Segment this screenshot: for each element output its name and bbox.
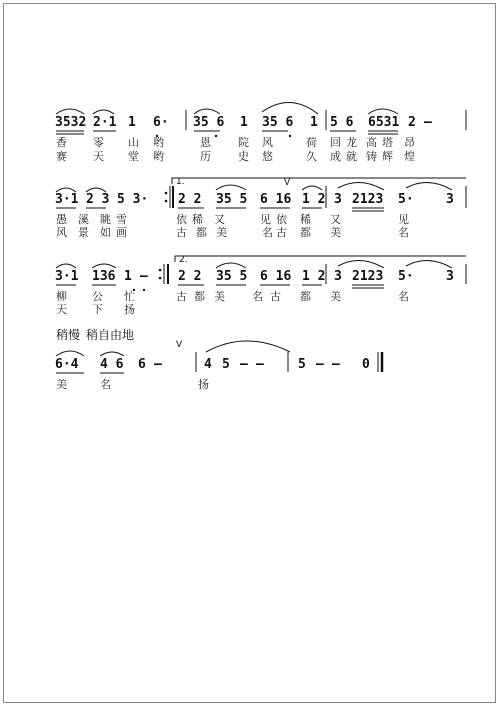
lyric: 名 [262,226,273,239]
lyric: 美 [216,226,227,239]
note: 6 16 [260,269,292,284]
note: 35 5 [216,269,248,284]
lyric: 都 [300,290,311,303]
lyric: 古 [276,226,287,239]
lyric: 回 [330,136,341,149]
lyric: 天 [56,303,67,316]
lyric: 香 [56,136,67,149]
lyric: 零 [93,136,104,149]
note: – [424,115,432,130]
lyric: 美 [214,290,225,303]
note: 1 [240,115,248,130]
lyric: 铸 [366,150,377,163]
note: 35 6 [262,115,294,130]
lyric: 风 [262,136,273,149]
lyric: 依 [276,213,287,226]
tempo-marking: 稍自由地 [86,328,135,342]
lyric: 哟 [153,136,164,149]
lyric: 公 [92,290,103,303]
note: 6 [138,357,146,372]
note: 4 [204,357,212,372]
lyric: 历 [200,150,211,163]
lyric: 名 [398,226,409,239]
lyric: 眺 [100,213,111,226]
lyric: 下 [92,303,103,316]
note: 35 6 [193,115,225,130]
note: 2 [408,115,416,130]
note: – [316,357,324,372]
lyric: 溪 [78,213,89,226]
note: 5 [222,357,230,372]
lyric: 美 [56,378,67,391]
lyric: 古 [270,290,281,303]
note: 2 2 [178,269,202,284]
note: 3 [446,192,454,207]
lyric: 名 [100,378,111,391]
lyric: 忙 [124,290,135,303]
tempo-marking: 稍慢 [56,328,81,342]
lyric: 景 [78,226,89,239]
note: 2 2 [178,192,202,207]
note: 3·1 [55,192,79,207]
lyric: 如 [100,226,111,239]
note: 5 6 [330,115,354,130]
note: – [332,357,340,372]
note: 6531 [368,115,400,130]
note: – [256,357,264,372]
note: 2123 [352,269,384,284]
lyric: 古 [176,290,187,303]
volta-2: 2. [179,255,188,265]
note: 35 5 [216,192,248,207]
lyric: 都 [194,290,205,303]
note: 4 6 [100,357,124,372]
note: 1 2 [302,269,326,284]
lyric: 天 [93,150,104,163]
lyric: 柳 [56,290,67,303]
lyric: 都 [196,226,207,239]
lyric: 名 [398,290,409,303]
lyric: 史 [238,150,249,163]
note: 2·1 [93,115,117,130]
note: 3 [446,269,454,284]
lyric: 昂 [404,136,415,149]
lyric: 塔 [382,136,393,149]
lyric: 堂 [128,150,139,163]
lyric: 都 [300,226,311,239]
lyric: 画 [116,226,127,239]
lyric: 院 [238,136,249,149]
volta-1: 1. [176,177,185,187]
note: 0 [362,357,370,372]
lyric: 美 [330,290,341,303]
note: 1 [310,115,318,130]
lyric: 名 [252,290,263,303]
lyric: 煌 [404,150,415,163]
lyric: 高 [366,136,377,149]
lyric: 扬 [124,303,135,316]
note: 5· [398,192,414,207]
note: 3532 [55,115,87,130]
note: 1 2 [302,192,326,207]
note: 5· [398,269,414,284]
lyric: 美 [330,226,341,239]
note: 6 16 [260,192,292,207]
lyric: 山 [128,136,139,149]
note: 3 [334,192,342,207]
note: – [154,357,162,372]
note: – [240,357,248,372]
lyric: 稀 [300,213,311,226]
note: – [140,269,148,284]
breath-mark: V [284,178,291,188]
lyric: 又 [330,213,341,226]
lyric: 辉 [382,150,393,163]
note: 5 [298,357,306,372]
lyric: 哟 [153,150,164,163]
lyric: 扬 [198,378,209,391]
lyric: 荷 [306,136,317,149]
note: 2123 [352,192,384,207]
lyric: 成 [330,150,341,163]
lyric: 风 [56,226,67,239]
lyric: 稀 [192,213,203,226]
note: 6·4 [55,357,79,372]
lyric: 龙 [346,136,357,149]
breath-mark: V [176,340,183,350]
note: 3 [334,269,342,284]
note: 6· [153,115,169,130]
lyric: 见 [398,213,409,226]
lyric: 恩 [200,136,211,149]
lyric: 又 [214,213,225,226]
lyric: 赛 [56,150,67,163]
note: 1 [124,269,132,284]
lyric: 就 [346,150,357,163]
lyric: 久 [306,150,317,163]
lyric: 见 [260,213,271,226]
note: 2 3 [86,192,110,207]
note: 1 [128,115,136,130]
lyric: 雪 [116,213,127,226]
note: 3·1 [55,269,79,284]
lyric: 依 [176,213,187,226]
lyric: 愚 [56,213,67,226]
lyric: 古 [176,226,187,239]
note: 5 3· [117,192,149,207]
lyric: 悠 [262,150,273,163]
note: 136 [92,269,116,284]
